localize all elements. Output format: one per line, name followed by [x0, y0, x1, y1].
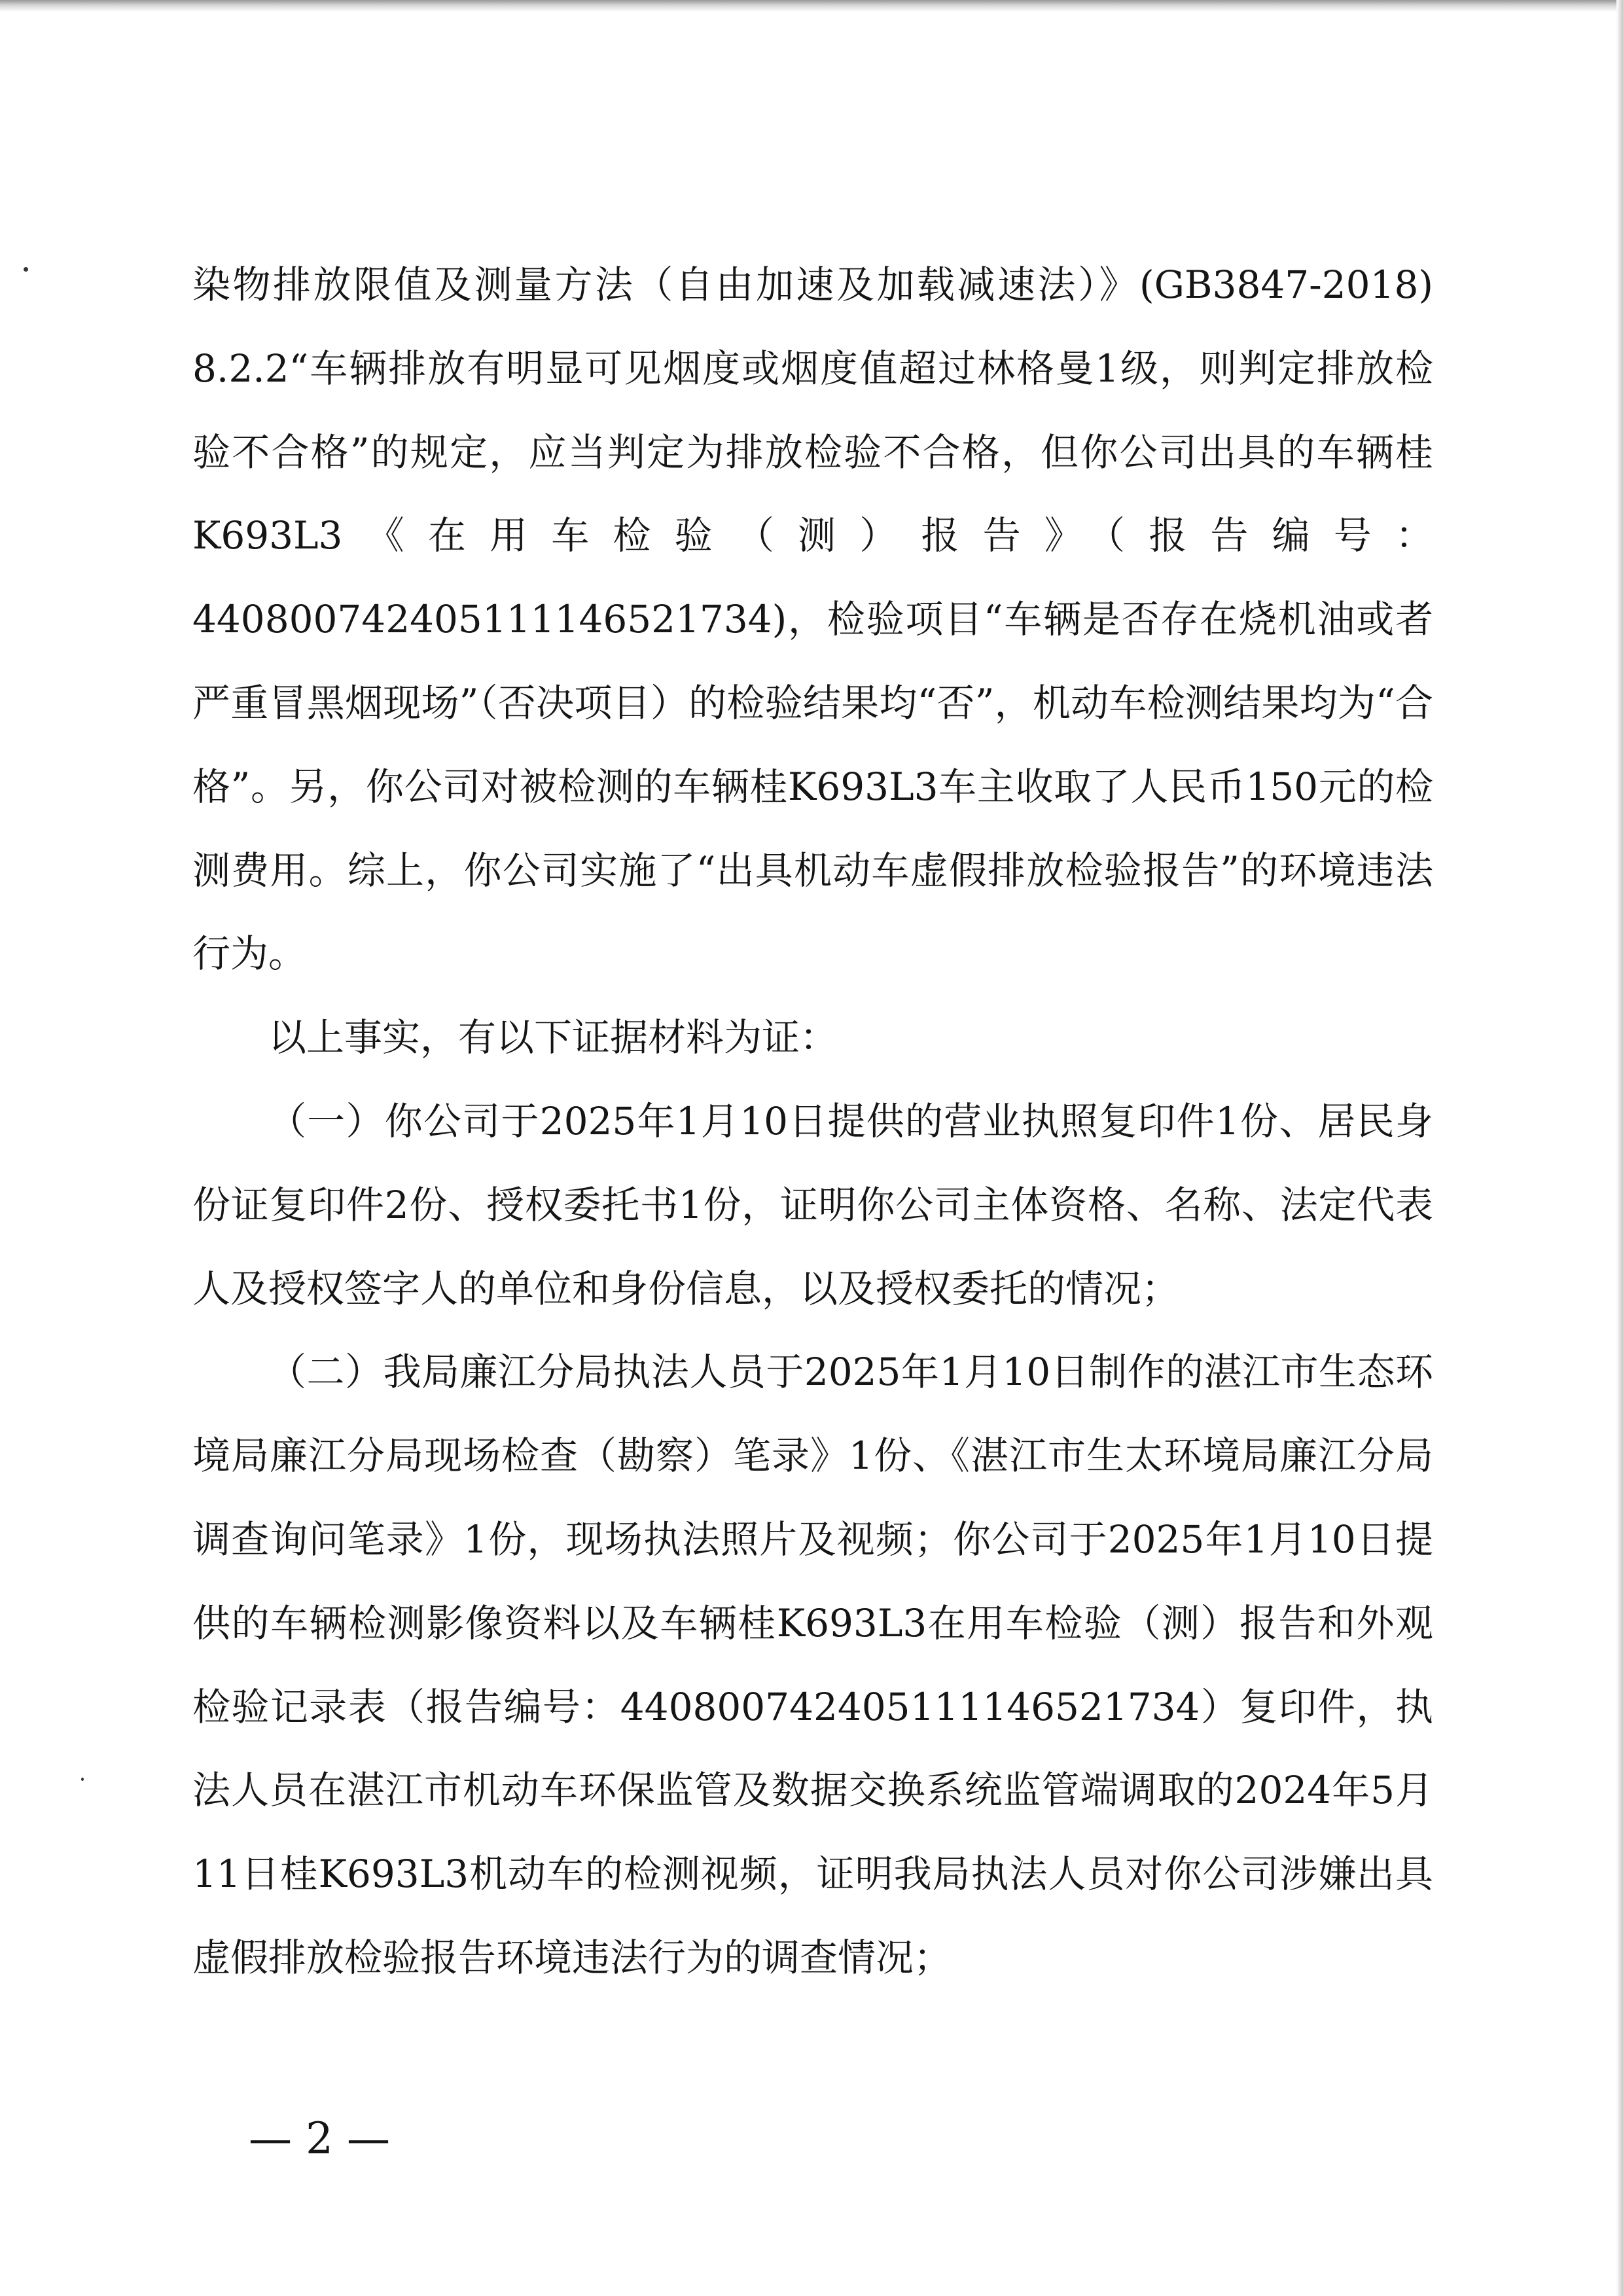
paragraph-evidence-1: （一）你公司于2025年1月10日提供的营业执照复印件1份、居民身份证复印件2份、授权委托书1份，证明你公司主体资格、名称、法定代表人及授权签字人的单位和身份信息，以及授权委托的情况；: [192, 1098, 1433, 1311]
scan-top-edge: [0, 0, 1623, 12]
scan-speck: [24, 267, 28, 272]
scan-right-edge: [1616, 0, 1623, 2296]
paragraph-evidence-intro: 以上事实，有以下证据材料为证：: [268, 1015, 838, 1060]
document-body: [192, 243, 1433, 2000]
paragraph-continuation: 染物排放限值及测量方法（自由加速及加载减速法）》(GB3847-2018) 8.2.2“车辆排放有明显可见烟度或烟度值超过林格曼1级，则判定排放检验不合格”的规定，应当判定为排放检验不合格，但你公司出具的车辆桂K693L3《在用车检验（测）报告》（报告编号：44080074240511114652173​4)，检验项目“车辆是否存在烧机油或者严重冒黑烟现场”（否决项目）的检验结果均“否”，机动车检测结果均为“合格”。另，你公司对被检测的车辆桂K693L3车主收取了人民币150元的检测费用。综上，你公司实施了“出具机动车虚假排放检验报告”的环境违法行为。: [192, 262, 1433, 977]
scan-speck: [81, 1778, 84, 1781]
page-number: — 2 —: [249, 2113, 390, 2164]
paragraph-evidence-2: （二）我局廉江分局执法人员于2025年1月10日制作的湛江市生态环境局廉江分局现场检查（勘察）笔录》1份、《湛江市生太环境局廉江分局调查询问笔录》1份，现场执法照片及视频；你公司于2025年1月10日提供的车辆检测影像资料以及车辆桂K693L3在用车检验（测）报告和外观检验记录表（报告编号：440800742405111146521734）复印件，执法人员在湛江市机动车环保监管及数据交换系统监管端调取的2024年5月11日桂K693L3机动车的检测视频，证明我局执法人员对你公司涉嫌出具虚假排放检验报告环境违法行为的调查情况；: [192, 1350, 1433, 1980]
